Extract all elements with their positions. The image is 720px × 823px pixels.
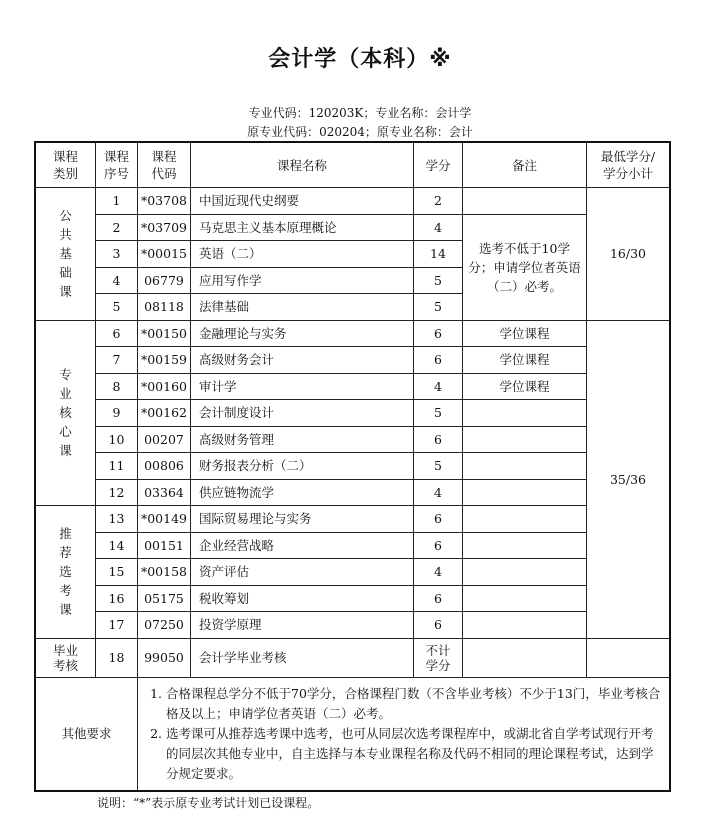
table-row xyxy=(36,214,670,241)
course-name: 审计学 xyxy=(191,373,414,400)
course-seq: 8 xyxy=(96,373,138,400)
course-seq: 12 xyxy=(96,479,138,506)
course-name: 供应链物流学 xyxy=(191,479,414,506)
course-note xyxy=(463,612,587,639)
course-credit: 6 xyxy=(414,320,463,347)
course-seq: 6 xyxy=(96,320,138,347)
course-note: 学位课程 xyxy=(463,320,587,347)
course-note xyxy=(463,479,587,506)
header-category: 课程 类别 xyxy=(36,143,96,188)
course-name: 马克思主义基本原理概论 xyxy=(191,214,414,241)
course-credit: 4 xyxy=(414,479,463,506)
course-credit: 14 xyxy=(414,241,463,268)
course-credit: 6 xyxy=(414,532,463,559)
course-credit: 4 xyxy=(414,214,463,241)
course-note xyxy=(463,453,587,480)
course-note: 学位课程 xyxy=(463,347,587,374)
other-requirements-content xyxy=(138,677,670,790)
course-seq: 10 xyxy=(96,426,138,453)
other-requirements-row xyxy=(36,677,670,790)
table-row xyxy=(36,532,670,559)
course-seq: 3 xyxy=(96,241,138,268)
course-credit: 不计 学分 xyxy=(414,638,463,677)
course-seq: 16 xyxy=(96,585,138,612)
course-seq: 11 xyxy=(96,453,138,480)
course-note xyxy=(463,638,587,677)
course-credit: 6 xyxy=(414,426,463,453)
course-name: 法律基础 xyxy=(191,294,414,321)
subtotal-public-basic: 16/30 xyxy=(587,188,670,321)
course-credit: 4 xyxy=(414,559,463,586)
course-credit: 5 xyxy=(414,294,463,321)
header-credit: 学分 xyxy=(414,143,463,188)
course-name: 投资学原理 xyxy=(191,612,414,639)
table-row xyxy=(36,320,670,347)
course-credit: 6 xyxy=(414,585,463,612)
course-credit: 4 xyxy=(414,373,463,400)
table-row xyxy=(36,426,670,453)
table-row xyxy=(36,506,670,533)
course-seq: 1 xyxy=(96,188,138,215)
course-code: 07250 xyxy=(138,612,191,639)
course-code: 05175 xyxy=(138,585,191,612)
course-code: *00149 xyxy=(138,506,191,533)
graduation-row xyxy=(36,638,670,677)
course-name: 会计制度设计 xyxy=(191,400,414,427)
course-seq: 15 xyxy=(96,559,138,586)
course-name: 英语（二） xyxy=(191,241,414,268)
course-code: 00151 xyxy=(138,532,191,559)
course-seq: 7 xyxy=(96,347,138,374)
course-code: 03364 xyxy=(138,479,191,506)
course-seq: 14 xyxy=(96,532,138,559)
footnote: 说明：“*”表示原专业考试计划已设课程。 xyxy=(97,796,320,810)
course-code: *00015 xyxy=(138,241,191,268)
major-code-line: 专业代码：120203K；专业名称：会计学 xyxy=(248,106,472,120)
subtotal-major-core: 35/36 xyxy=(587,320,670,638)
course-name: 企业经营战略 xyxy=(191,532,414,559)
course-note xyxy=(463,400,587,427)
course-code: *03708 xyxy=(138,188,191,215)
requirements-list xyxy=(148,684,661,784)
course-seq: 17 xyxy=(96,612,138,639)
table-row xyxy=(36,400,670,427)
course-code: 06779 xyxy=(138,267,191,294)
category-major-core: 专 业 核 心 课 xyxy=(36,320,96,506)
course-credit: 5 xyxy=(414,400,463,427)
course-credit: 5 xyxy=(414,453,463,480)
public-basic-note: 选考不低于10学分；申请学位者英语（二）必考。 xyxy=(463,214,587,320)
course-code: 08118 xyxy=(138,294,191,321)
course-code: *00158 xyxy=(138,559,191,586)
table-row xyxy=(36,612,670,639)
category-recommended-elective: 推 荐 选 考 课 xyxy=(36,506,96,639)
course-seq: 2 xyxy=(96,214,138,241)
header-code: 课程 代码 xyxy=(138,143,191,188)
header-note: 备注 xyxy=(463,143,587,188)
course-note xyxy=(463,585,587,612)
table-row xyxy=(36,479,670,506)
course-code: *00159 xyxy=(138,347,191,374)
table-row xyxy=(36,347,670,374)
course-note: 学位课程 xyxy=(463,373,587,400)
course-note xyxy=(463,559,587,586)
original-major-code-line: 原专业代码：020204；原专业名称：会计 xyxy=(247,125,473,139)
page-title: 会计学（本科）※ xyxy=(268,47,452,72)
course-code: 00207 xyxy=(138,426,191,453)
course-note xyxy=(463,426,587,453)
course-name: 高级财务管理 xyxy=(191,426,414,453)
course-code: 99050 xyxy=(138,638,191,677)
requirement-item: 1. 合格课程总学分不低于70学分，合格课程门数（不含毕业考核）不少于13门，毕业考核合格及以上；申请学位者英语（二）必考。 xyxy=(166,684,661,724)
table-row xyxy=(36,188,670,215)
course-note xyxy=(463,532,587,559)
other-requirements-label: 其他要求 xyxy=(36,677,138,790)
course-name: 会计学毕业考核 xyxy=(191,638,414,677)
table-header-row xyxy=(36,143,670,188)
course-note xyxy=(463,506,587,533)
course-note xyxy=(463,188,587,215)
table-row xyxy=(36,559,670,586)
category-public-basic: 公 共 基 础 课 xyxy=(36,188,96,321)
course-name: 中国近现代史纲要 xyxy=(191,188,414,215)
course-credit: 6 xyxy=(414,347,463,374)
course-name: 资产评估 xyxy=(191,559,414,586)
course-code: *00160 xyxy=(138,373,191,400)
course-credit: 6 xyxy=(414,612,463,639)
course-credit: 6 xyxy=(414,506,463,533)
table-row xyxy=(36,585,670,612)
course-code: 00806 xyxy=(138,453,191,480)
header-seq: 课程 序号 xyxy=(96,143,138,188)
course-name: 财务报表分析（二） xyxy=(191,453,414,480)
course-name: 应用写作学 xyxy=(191,267,414,294)
course-seq: 5 xyxy=(96,294,138,321)
course-credit: 2 xyxy=(414,188,463,215)
course-name: 高级财务会计 xyxy=(191,347,414,374)
course-name: 税收筹划 xyxy=(191,585,414,612)
course-code: *00150 xyxy=(138,320,191,347)
header-min-credit: 最低学分/ 学分小计 xyxy=(587,143,670,188)
header-name: 课程名称 xyxy=(191,143,414,188)
course-seq: 9 xyxy=(96,400,138,427)
graduation-subtotal xyxy=(587,638,670,677)
table-row xyxy=(36,373,670,400)
course-plan-table xyxy=(35,142,670,791)
table-row xyxy=(36,453,670,480)
course-name: 金融理论与实务 xyxy=(191,320,414,347)
course-seq: 18 xyxy=(96,638,138,677)
course-seq: 13 xyxy=(96,506,138,533)
course-credit: 5 xyxy=(414,267,463,294)
category-graduation: 毕业 考核 xyxy=(36,638,96,677)
course-code: *00162 xyxy=(138,400,191,427)
course-name: 国际贸易理论与实务 xyxy=(191,506,414,533)
requirement-item: 2. 选考课可从推荐选考课中选考，也可从同层次选考课程库中，或湖北省自学考试现行开考的同层次其他专业中，自主选择与本专业课程名称及代码不相同的理论课程考试，达到学分规定要求。 xyxy=(166,724,661,784)
course-code: *03709 xyxy=(138,214,191,241)
course-seq: 4 xyxy=(96,267,138,294)
